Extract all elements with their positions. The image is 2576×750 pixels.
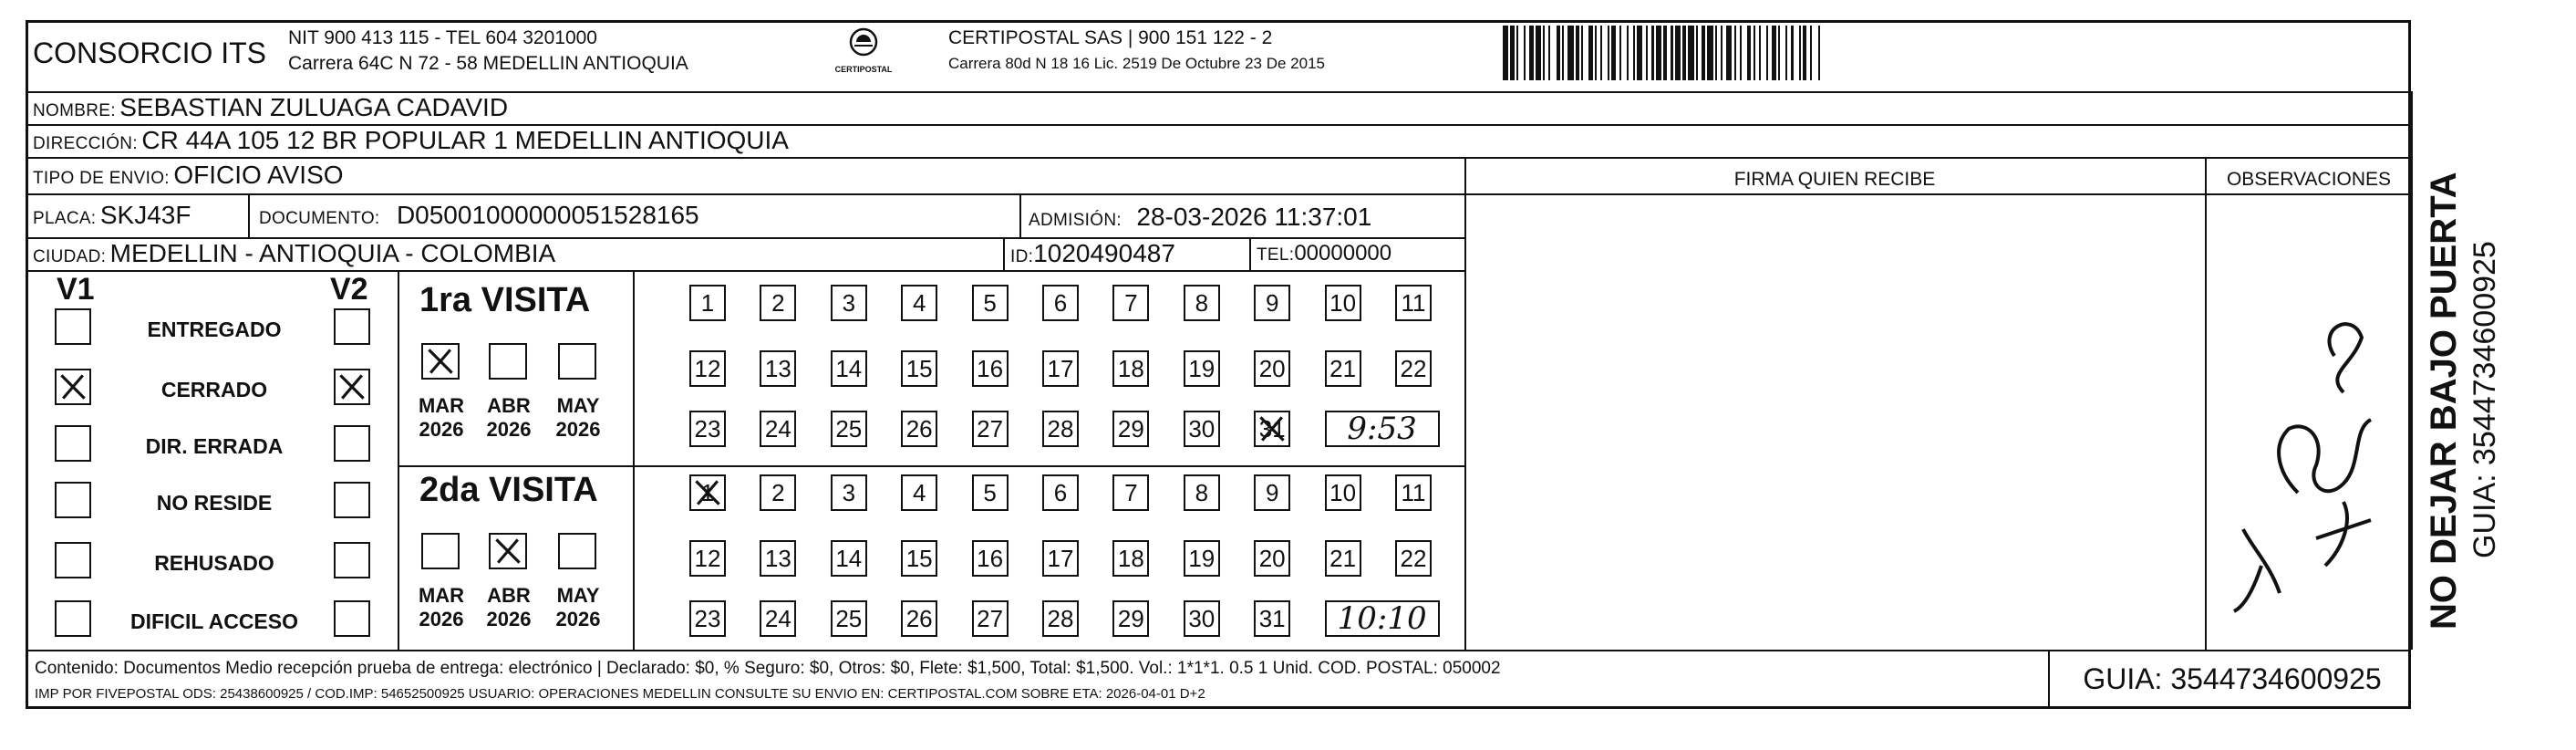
side-warning: NO DEJAR BAJO PUERTA bbox=[2424, 172, 2464, 630]
visit2-title: 2da VISITA bbox=[419, 471, 598, 509]
day-box[interactable]: 27 bbox=[972, 411, 1009, 447]
month-label bbox=[414, 394, 469, 442]
day-box[interactable]: 17 bbox=[1042, 540, 1079, 577]
month-year: 2026 bbox=[555, 608, 601, 630]
day-box[interactable] bbox=[1254, 411, 1290, 447]
placa-label: PLACA: bbox=[33, 209, 97, 228]
day-box[interactable]: 22 bbox=[1395, 540, 1432, 577]
day-box[interactable]: 24 bbox=[760, 600, 796, 637]
month-year: 2026 bbox=[555, 418, 601, 441]
month-checkbox[interactable] bbox=[421, 533, 460, 569]
tipo-envio-field bbox=[33, 161, 344, 190]
day-box[interactable]: 6 bbox=[1042, 285, 1079, 321]
admision-label: ADMISIÓN: bbox=[1029, 211, 1122, 230]
day-box[interactable]: 26 bbox=[901, 600, 937, 637]
day-box[interactable]: 17 bbox=[1042, 350, 1079, 387]
postal-name: CERTIPOSTAL SAS | 900 151 122 - 2 bbox=[948, 27, 1273, 48]
day-box[interactable]: 27 bbox=[972, 600, 1009, 637]
status-option-label: NO RESIDE bbox=[156, 491, 273, 515]
day-number: 1 bbox=[700, 478, 715, 506]
day-box[interactable]: 2 bbox=[760, 285, 796, 321]
month-checkbox[interactable] bbox=[558, 343, 596, 380]
month-checkbox[interactable] bbox=[421, 343, 460, 380]
day-box[interactable]: 23 bbox=[689, 600, 726, 637]
ciudad-value: MEDELLIN - ANTIOQUIA - COLOMBIA bbox=[109, 239, 556, 267]
id-field bbox=[1010, 239, 1175, 268]
barcode-icon bbox=[1503, 26, 2105, 80]
observation-handwriting bbox=[2216, 292, 2398, 639]
company-nit: NIT 900 413 115 - TEL 604 3201000 bbox=[288, 27, 597, 48]
day-box[interactable]: 14 bbox=[831, 540, 867, 577]
month-year: 2026 bbox=[486, 608, 532, 630]
day-box[interactable]: 3 bbox=[831, 285, 867, 321]
status-option-label: ENTREGADO bbox=[147, 318, 282, 341]
v2-checkbox[interactable] bbox=[334, 425, 370, 462]
day-box[interactable]: 4 bbox=[901, 285, 937, 321]
month-label bbox=[414, 584, 469, 631]
day-box[interactable]: 5 bbox=[972, 285, 1009, 321]
day-box[interactable]: 10 bbox=[1325, 474, 1361, 511]
v2-header: V2 bbox=[330, 272, 368, 307]
company-name: CONSORCIO ITS bbox=[33, 36, 267, 69]
day-box[interactable]: 25 bbox=[831, 600, 867, 637]
v1-header: V1 bbox=[57, 272, 95, 307]
day-box[interactable]: 19 bbox=[1184, 350, 1220, 387]
day-box[interactable]: 13 bbox=[760, 540, 796, 577]
certipostal-logo-text: CERTIPOSTAL bbox=[834, 65, 893, 74]
observaciones-header: OBSERVACIONES bbox=[2226, 169, 2392, 190]
tipo-envio-label: TIPO DE ENVIO: bbox=[33, 169, 170, 188]
month-year: 2026 bbox=[419, 418, 464, 441]
direccion-label: DIRECCIÓN: bbox=[33, 134, 138, 153]
day-box[interactable]: 10 bbox=[1325, 285, 1361, 321]
day-box[interactable]: 21 bbox=[1325, 540, 1361, 577]
tel-value: 00000000 bbox=[1294, 241, 1392, 266]
v1-checkbox[interactable] bbox=[55, 308, 91, 345]
day-box[interactable]: 6 bbox=[1042, 474, 1079, 511]
nombre-value: SEBASTIAN ZULUAGA CADAVID bbox=[119, 93, 509, 121]
month-label bbox=[551, 584, 605, 631]
day-box[interactable]: 18 bbox=[1112, 350, 1149, 387]
day-box[interactable]: 25 bbox=[831, 411, 867, 447]
documento-field bbox=[259, 201, 699, 230]
month-year: 2026 bbox=[419, 608, 464, 630]
day-box[interactable]: 13 bbox=[760, 350, 796, 387]
placa-field bbox=[33, 201, 191, 230]
side-guia: GUIA: 3544734600925 bbox=[2467, 241, 2502, 558]
day-box[interactable]: 2 bbox=[760, 474, 796, 511]
tel-label: TEL: bbox=[1257, 245, 1295, 265]
month-name: MAY bbox=[556, 394, 600, 417]
day-box[interactable]: 11 bbox=[1395, 474, 1432, 511]
day-box[interactable]: 19 bbox=[1184, 540, 1220, 577]
day-box[interactable]: 24 bbox=[760, 411, 796, 447]
month-checkbox[interactable] bbox=[489, 343, 527, 380]
company-address: Carrera 64C N 72 - 58 MEDELLIN ANTIOQUIA bbox=[288, 53, 688, 74]
day-box[interactable]: 30 bbox=[1184, 600, 1220, 637]
day-box[interactable]: 31 bbox=[1254, 600, 1290, 637]
day-box[interactable]: 28 bbox=[1042, 600, 1079, 637]
day-box[interactable]: 1 bbox=[689, 285, 726, 321]
v2-checkbox[interactable] bbox=[334, 600, 370, 637]
day-box[interactable]: 3 bbox=[831, 474, 867, 511]
day-box[interactable]: 5 bbox=[972, 474, 1009, 511]
day-box[interactable]: 12 bbox=[689, 540, 726, 577]
status-option-label: DIFICIL ACCESO bbox=[129, 609, 298, 633]
v2-checkbox[interactable] bbox=[334, 482, 370, 518]
day-box[interactable]: 16 bbox=[972, 350, 1009, 387]
visit-time[interactable]: 10:10 bbox=[1325, 600, 1440, 637]
certipostal-logo bbox=[832, 27, 895, 78]
day-box[interactable]: 8 bbox=[1184, 285, 1220, 321]
footer-imp: IMP POR FIVEPOSTAL ODS: 25438600925 / COD.IMP: 54652500925 USUARIO: OPERACIONES MEDELLIN CONSULTE SU ENVIO EN: CERTIPOSTAL.COM SOBRE ETA: 2026-04-01 D+2 bbox=[35, 686, 1205, 702]
visit1-title: 1ra VISITA bbox=[419, 281, 591, 319]
footer-content: Contenido: Documentos Medio recepción prueba de entrega: electrónico | Declarado: $0, % Seguro: $0, Otros: $0, Flete: $1,500, Total: $1,500. Vol.: 1*1*1. 0.5 1 Unid. COD. POSTAL: 050002 bbox=[35, 659, 1501, 678]
day-box[interactable]: 20 bbox=[1254, 540, 1290, 577]
month-checkbox[interactable] bbox=[558, 533, 596, 569]
ciudad-label: CIUDAD: bbox=[33, 247, 107, 266]
admision-field bbox=[1029, 203, 1371, 232]
month-label bbox=[551, 394, 605, 442]
documento-label: DOCUMENTO: bbox=[259, 209, 380, 228]
v1-checkbox[interactable] bbox=[55, 482, 91, 518]
v2-checkbox[interactable] bbox=[334, 308, 370, 345]
day-box[interactable]: 30 bbox=[1184, 411, 1220, 447]
day-box[interactable]: 18 bbox=[1112, 540, 1149, 577]
day-box[interactable]: 4 bbox=[901, 474, 937, 511]
day-box[interactable]: 9 bbox=[1254, 285, 1290, 321]
firma-header: FIRMA QUIEN RECIBE bbox=[1733, 169, 1936, 190]
status-option-label: CERRADO bbox=[160, 378, 268, 401]
month-name: ABR bbox=[487, 584, 531, 607]
day-box[interactable]: 29 bbox=[1112, 600, 1149, 637]
documento-value: D05001000000051528165 bbox=[396, 201, 699, 229]
direccion-field bbox=[33, 126, 789, 155]
month-label bbox=[481, 394, 536, 442]
v1-checkbox[interactable] bbox=[55, 425, 91, 462]
placa-value: SKJ43F bbox=[99, 201, 191, 229]
day-box[interactable]: 20 bbox=[1254, 350, 1290, 387]
day-box[interactable]: 9 bbox=[1254, 474, 1290, 511]
month-name: MAR bbox=[418, 584, 465, 607]
day-box[interactable]: 11 bbox=[1395, 285, 1432, 321]
day-box[interactable]: 8 bbox=[1184, 474, 1220, 511]
month-name: MAR bbox=[418, 394, 465, 417]
day-box[interactable]: 21 bbox=[1325, 350, 1361, 387]
day-box[interactable]: 22 bbox=[1395, 350, 1432, 387]
month-year: 2026 bbox=[486, 418, 532, 441]
day-box[interactable]: 16 bbox=[972, 540, 1009, 577]
tipo-envio-value: OFICIO AVISO bbox=[173, 161, 344, 189]
day-box[interactable]: 14 bbox=[831, 350, 867, 387]
day-box[interactable]: 7 bbox=[1112, 285, 1149, 321]
visit-time[interactable]: 9:53 bbox=[1325, 411, 1440, 447]
day-number: 31 bbox=[1258, 414, 1286, 443]
day-box[interactable]: 15 bbox=[901, 350, 937, 387]
direccion-value: CR 44A 105 12 BR POPULAR 1 MEDELLIN ANTIOQUIA bbox=[141, 126, 789, 154]
ciudad-field bbox=[33, 239, 555, 268]
admision-value: 28-03-2026 11:37:01 bbox=[1136, 203, 1372, 231]
day-box[interactable]: 7 bbox=[1112, 474, 1149, 511]
v1-checkbox[interactable] bbox=[55, 542, 91, 578]
nombre-field bbox=[33, 93, 508, 122]
day-box[interactable] bbox=[689, 474, 726, 511]
day-box[interactable]: 12 bbox=[689, 350, 726, 387]
v1-checkbox[interactable] bbox=[55, 369, 91, 405]
v2-checkbox[interactable] bbox=[334, 369, 370, 405]
month-label bbox=[481, 584, 536, 631]
day-box[interactable]: 26 bbox=[901, 411, 937, 447]
footer-guia: GUIA: 3544734600925 bbox=[2083, 662, 2382, 695]
status-option-label: DIR. ERRADA bbox=[145, 434, 284, 458]
v2-checkbox[interactable] bbox=[334, 542, 370, 578]
certipostal-logo-icon bbox=[845, 27, 882, 60]
day-box[interactable]: 23 bbox=[689, 411, 726, 447]
id-value: 1020490487 bbox=[1033, 239, 1175, 267]
status-option-label: REHUSADO bbox=[154, 551, 274, 575]
month-name: ABR bbox=[487, 394, 531, 417]
postal-address: Carrera 80d N 18 16 Lic. 2519 De Octubre 23 De 2015 bbox=[948, 55, 1325, 72]
month-checkbox[interactable] bbox=[489, 533, 527, 569]
day-box[interactable]: 28 bbox=[1042, 411, 1079, 447]
day-box[interactable]: 15 bbox=[901, 540, 937, 577]
nombre-label: NOMBRE: bbox=[33, 101, 116, 120]
tel-field bbox=[1257, 241, 1391, 266]
id-label: ID: bbox=[1010, 247, 1034, 266]
day-box[interactable]: 29 bbox=[1112, 411, 1149, 447]
month-name: MAY bbox=[556, 584, 600, 607]
v1-checkbox[interactable] bbox=[55, 600, 91, 637]
